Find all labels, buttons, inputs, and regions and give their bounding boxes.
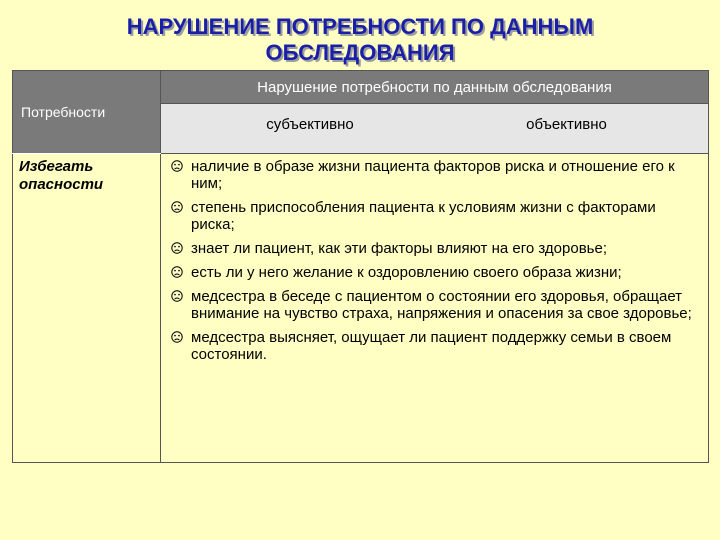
list-item — [171, 288, 694, 322]
header-subjective-label: субъективно — [266, 116, 354, 133]
sad-face-icon — [171, 201, 183, 213]
table-row — [13, 154, 709, 463]
header-needs-cell — [13, 71, 161, 154]
need-cell — [13, 154, 161, 463]
slide-title-line-2: ОБСЛЕДОВАНИЯ — [265, 40, 455, 65]
list-item — [171, 199, 694, 233]
list-item-text: медсестра выясняет, ощущает ли пациент поддержку семьи в своем состоянии. — [191, 329, 672, 363]
slide-title — [0, 14, 720, 66]
list-item — [171, 264, 694, 281]
list-item-text: степень приспособления пациента к условиям жизни с факторами риска; — [191, 199, 656, 233]
header-violation-cell — [161, 71, 709, 104]
slide-title-line-1: НАРУШЕНИЕ ПОТРЕБНОСТИ ПО ДАННЫМ — [126, 14, 594, 39]
findings-list — [171, 158, 694, 363]
list-item-text: наличие в образе жизни пациента факторов риска и отношение его к ним; — [191, 158, 675, 192]
list-item — [171, 240, 694, 257]
list-item — [171, 329, 694, 363]
sad-face-icon — [171, 290, 183, 302]
list-item-text: медсестра в беседе с пациентом о состоянии его здоровья, обращает внимание на чувство страха, напряжения и опасения за свое здоровье; — [191, 288, 692, 322]
list-item-text: знает ли пациент, как эти факторы влияют на его здоровье; — [191, 240, 607, 257]
sad-face-icon — [171, 242, 183, 254]
list-item-text: есть ли у него желание к оздоровлению своего образа жизни; — [191, 264, 622, 281]
header-violation-label: Нарушение потребности по данным обследования — [257, 78, 612, 96]
list-item — [171, 158, 694, 192]
findings-cell — [161, 154, 709, 463]
sad-face-icon — [171, 331, 183, 343]
sad-face-icon — [171, 160, 183, 172]
subheader-cell — [161, 104, 709, 154]
header-row — [13, 71, 709, 104]
needs-table-container — [12, 70, 708, 463]
header-needs-label: Потребности — [21, 104, 106, 120]
sad-face-icon — [171, 266, 183, 278]
need-label: Избегать опасности — [19, 158, 104, 193]
needs-table — [12, 70, 709, 463]
header-objective-label: объективно — [526, 116, 607, 133]
